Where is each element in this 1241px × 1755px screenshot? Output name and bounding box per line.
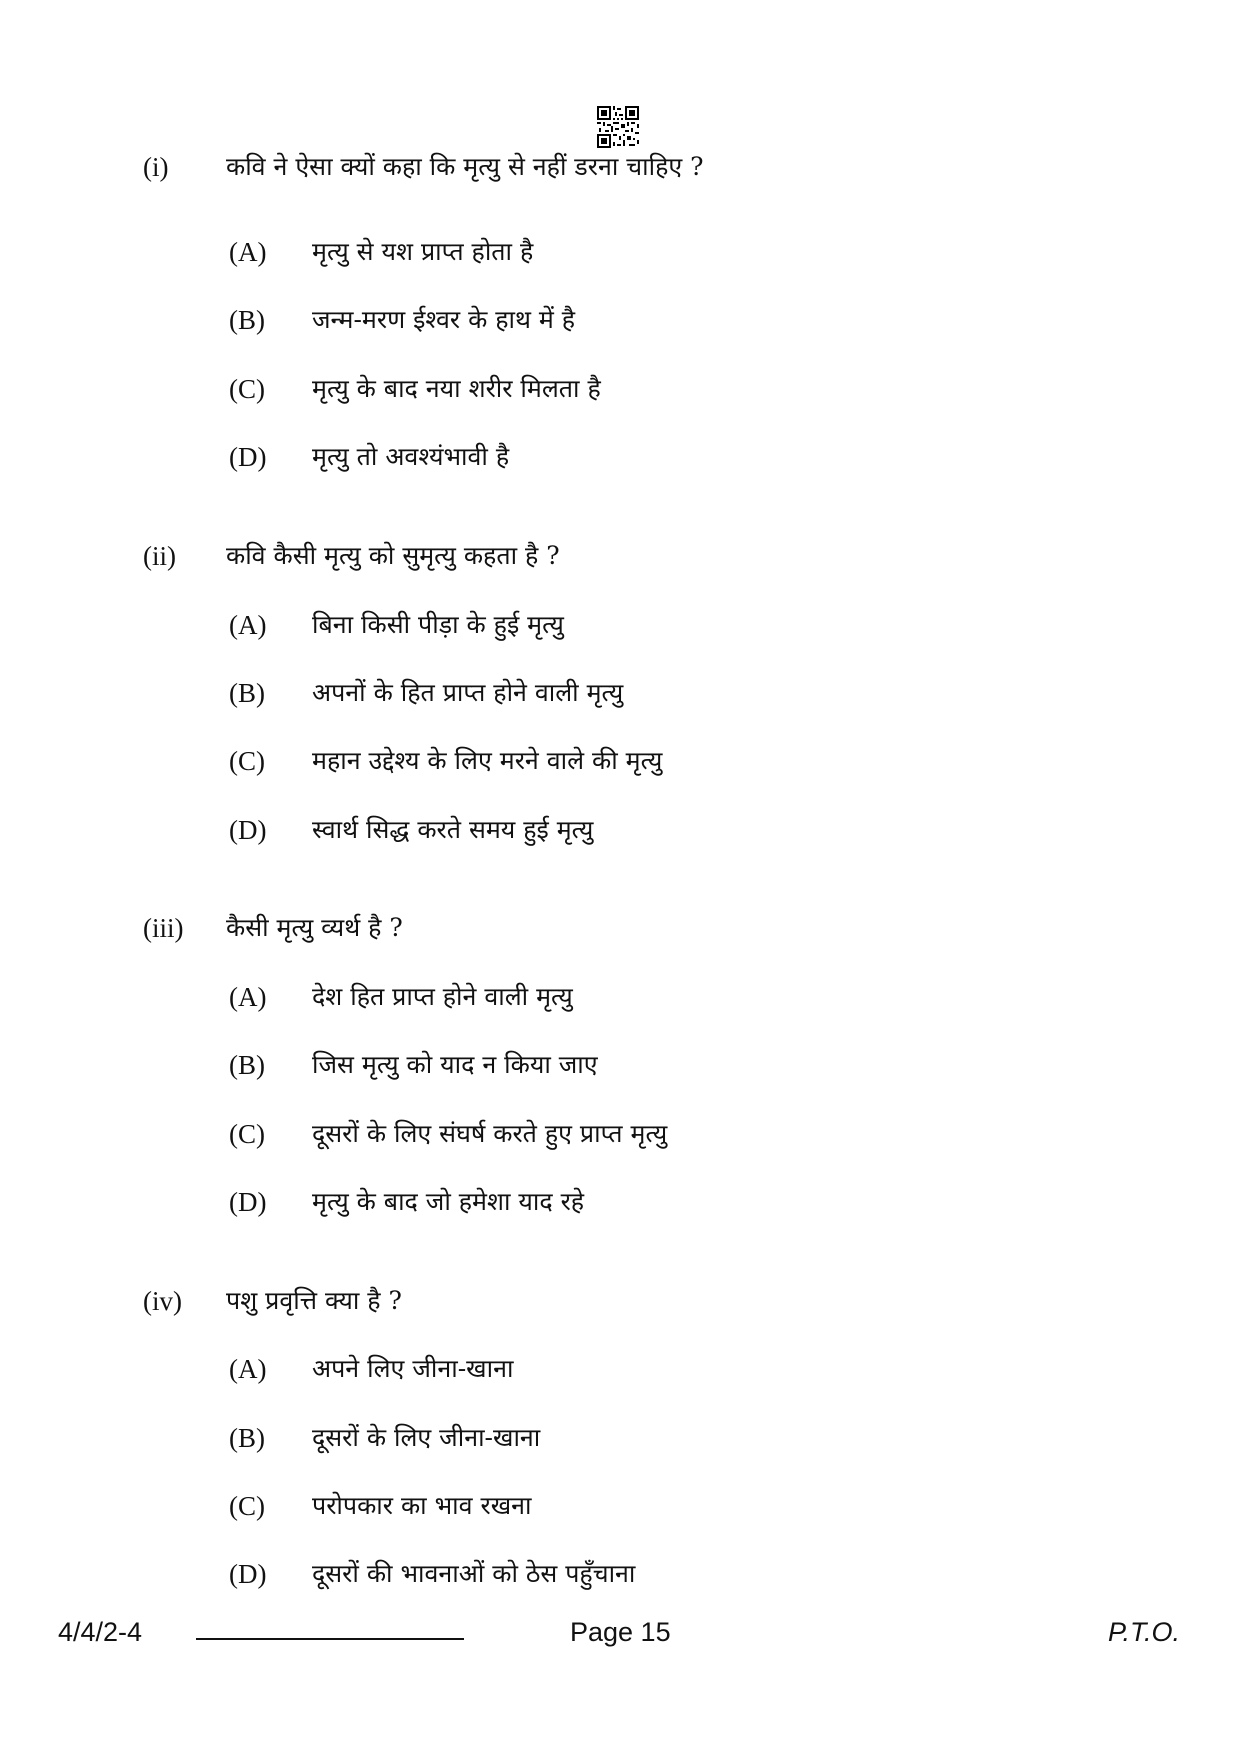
option-d [0, 810, 1241, 850]
option-text: स्वार्थ सिद्ध करते समय हुई मृत्यु [312, 815, 594, 844]
question-text: कवि कैसी मृत्यु को सुमृत्यु कहता है ? [226, 541, 560, 570]
option-text: देश हित प्राप्त होने वाली मृत्यु [312, 982, 573, 1011]
option-b [0, 673, 1241, 713]
option-label: (B) [229, 1423, 265, 1453]
option-text: मृत्यु से यश प्राप्त होता है [312, 237, 534, 266]
option-b [0, 1045, 1241, 1085]
option-label: (A) [229, 237, 267, 267]
option-label: (A) [229, 1354, 267, 1384]
option-d [0, 1554, 1241, 1594]
option-text: दूसरों के लिए जीना-खाना [312, 1423, 541, 1452]
question-text: कैसी मृत्यु व्यर्थ है ? [226, 913, 403, 942]
option-c [0, 741, 1241, 781]
option-text: परोपकार का भाव रखना [312, 1491, 532, 1520]
option-b [0, 300, 1241, 340]
option-label: (D) [229, 815, 267, 845]
option-text: मृत्यु के बाद नया शरीर मिलता है [312, 374, 601, 403]
option-label: (C) [229, 1119, 265, 1149]
question-text: पशु प्रवृत्ति क्या है ? [226, 1286, 402, 1315]
paper-code: 4/4/2-4 [58, 1617, 143, 1647]
page-footer [0, 1612, 1241, 1652]
question-number: (ii) [143, 541, 176, 571]
qr-code [597, 106, 639, 148]
option-label: (C) [229, 374, 265, 404]
question-number: (i) [143, 152, 169, 182]
option-label: (C) [229, 746, 265, 776]
option-c [0, 1486, 1241, 1526]
option-c [0, 1114, 1241, 1154]
option-c [0, 369, 1241, 409]
question-text: कवि ने ऐसा क्यों कहा कि मृत्यु से नहीं डरना चाहिए ? [226, 152, 704, 181]
question-number: (iv) [143, 1286, 182, 1316]
question-number: (iii) [143, 913, 184, 943]
option-label: (B) [229, 305, 265, 335]
option-label: (D) [229, 1559, 267, 1589]
option-text: अपने लिए जीना-खाना [312, 1354, 514, 1383]
option-d [0, 1182, 1241, 1222]
option-text: मृत्यु तो अवश्यंभावी है [312, 442, 510, 471]
option-b [0, 1418, 1241, 1458]
option-text: जन्म-मरण ईश्वर के हाथ में है [312, 305, 576, 334]
option-label: (B) [229, 1050, 265, 1080]
option-a [0, 1349, 1241, 1389]
option-label: (D) [229, 1187, 267, 1217]
option-text: अपनों के हित प्राप्त होने वाली मृत्यु [312, 678, 624, 707]
option-text: मृत्यु के बाद जो हमेशा याद रहे [312, 1187, 585, 1216]
option-text: दूसरों की भावनाओं को ठेस पहुँचाना [312, 1559, 636, 1588]
option-text: जिस मृत्यु को याद न किया जाए [312, 1050, 598, 1079]
option-text: बिना किसी पीड़ा के हुई मृत्यु [312, 610, 564, 639]
option-text: महान उद्देश्य के लिए मरने वाले की मृत्यु [312, 746, 663, 775]
option-a [0, 605, 1241, 645]
pto-label: P.T.O. [1107, 1617, 1180, 1647]
option-d [0, 437, 1241, 477]
option-label: (C) [229, 1491, 265, 1521]
page-number: Page 15 [570, 1617, 671, 1647]
option-label: (B) [229, 678, 265, 708]
option-label: (A) [229, 982, 267, 1012]
option-label: (A) [229, 610, 267, 640]
option-a [0, 977, 1241, 1017]
footer-rule [196, 1638, 464, 1640]
option-label: (D) [229, 442, 267, 472]
option-text: दूसरों के लिए संघर्ष करते हुए प्राप्त मृत्यु [312, 1119, 668, 1148]
option-a [0, 232, 1241, 272]
